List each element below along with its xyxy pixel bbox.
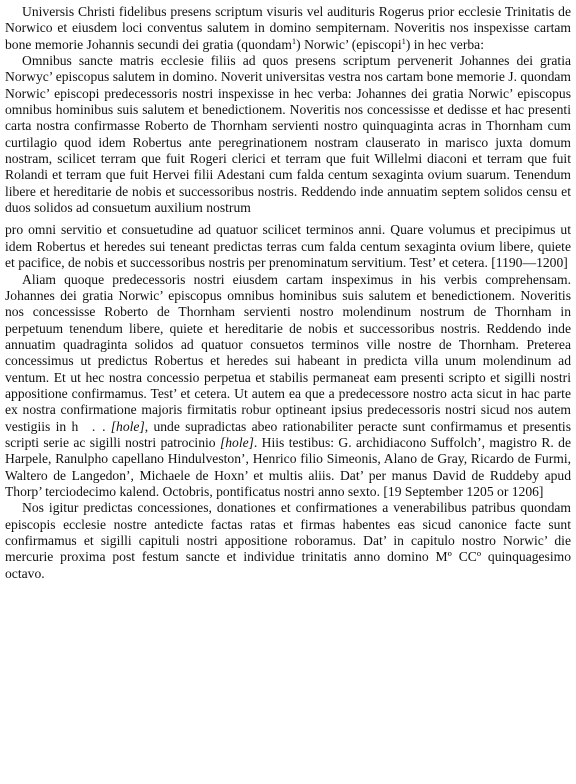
lacuna-marker: [hole] (110, 418, 145, 434)
footnote-marker: 1 (291, 35, 297, 46)
text-segment: , unde supradictas abeo rationabiliter peracte sunt confirmamus et presentis scripti serie ac sigilli nostri patrocinio (5, 418, 571, 450)
text-segment: ) in hec verba: (405, 36, 484, 52)
text-segment: Universis Christi fidelibus presens scriptum visuris vel audituris Rogerus prior ecclesie Trinitatis de Norwico et eiusdem loci conventus salutem in domino sempiternam. Noveritis nos inspexisse cartam bone memorie Johannis secundi dei gratia (quondam (5, 4, 571, 52)
text-segment: Aliam quoque predecessoris nostri eiusdem cartam inspeximus in his verbis comprehensam. Johannes dei gratia Norwic’ episcopus omnibus hominibus suis salutem et benedictionem. Noveritis nos concessisse Roberto de Thornham servienti nostro molendinum nostrum de Thornham in perpetuum tenendum libere, quiete et hereditarie de nobis et successoribus nostris. Reddendo inde annuatim quadraginta solidos ad quatuor consuetos terminos ville nostre de Thornham. Preterea concessimus ut predictus Robertus et heredes sui habeant in predicta villa unum molendinum ad ventum. Et ut hec nostra concessio perpetua et stabilis permaneat eam presenti scripto et sigilli nostri appositione confirmamus. Test’ et cetera. Ut autem ea que a predecessore nostro acta sicut in hac parte ex nostra confirmatione majoris firmitatis robur optineant ipsius predecessoris nostri sicud nos autem vestigiis in h . . (5, 271, 571, 434)
paragraph-mill-charter (5, 272, 571, 501)
text-segment: ) Norwic’ (episcopi (296, 36, 402, 52)
paragraph-charter-continuation (5, 222, 571, 271)
footnote-marker: 1 (401, 35, 406, 46)
text-segment: Nos igitur predictas concessiones, donationes et confirmationes a venerabilibus patribus quondam episcopis ecclesie nostre antedicte factas ratas et firmas habentes eas sicud canonice facte sunt confirmamus et sigilli capituli nostri appositione roboramus. Dat’ in capitulo nostro Norwic’ die mercurie proxima post festum sancte et individue trinitatis anno domino Mº CCº quinquagesimo octavo. (5, 500, 571, 581)
lacuna-marker: [hole] (219, 434, 254, 450)
text-segment: . Hiis testibus: G. archidiacono Suffolch’, magistro R. de Harpele, Ranulpho capellano Hindulveston’, Henrico filio Simeonis, Alano de Gray, Ricardo de Furmi, Waltero de Langedon’, Michaele de Hoxn’ et multis aliis. Dat’ per manus David de Ruddeby apud Thorp’ terciodecimo kalend. Octobris, pontificatus nostri anno sexto. [19 September 1205 or 1206] (5, 434, 571, 499)
text-segment: pro omni servitio et consuetudine ad quatuor scilicet terminos anni. Quare volumus et precipimus ut idem Robertus et heredes sui teneant predictas terras cum falda centum sexaginta ovium libere, quiete et pacifice, de nobis et successoribus nostris per prenominatum servitium. Test’ et cetera. [1190—1200] (5, 222, 571, 271)
text-segment: Omnibus sancte matris ecclesie filiis ad quos presens scriptum pervenerit Johannes dei gratia Norwyc’ episcopus salutem in domino. Noverit universitas vestra nos cartam bone memorie J. quondam Norwic’ episcopi predecessoris nostri inspexisse in hec verba: Johannes dei gratia Norwic’ episcopus omnibus hominibus suis salutem et benedictionem. Noveritis nos concessisse et dedisse et hac presenti carta nostra confirmasse Roberto de Thornham servienti nostro quinquaginta acras in Thornham cum curtilagio quod idem Robertus ante peregrinationem nostram clauserato in marisco juxta domum nostram, scilicet terram que fuit Rogeri clerici et terram que fuit Willelmi diaconi et terram que fuit Rolandi et terram que fuit Hervei filii Adestani cum falda centum sexaginta ovium suarum. Tenendum libere et hereditarie de nobis et successoribus nostris. Reddendo inde annuatim septem solidos censu et duos solidos ad consuetum auxilium nostrum (5, 53, 571, 216)
paragraph-inspeximus-opening (5, 4, 571, 53)
paragraph-prior-confirmation (5, 500, 571, 582)
paragraph-bishop-john-charter (5, 53, 571, 216)
